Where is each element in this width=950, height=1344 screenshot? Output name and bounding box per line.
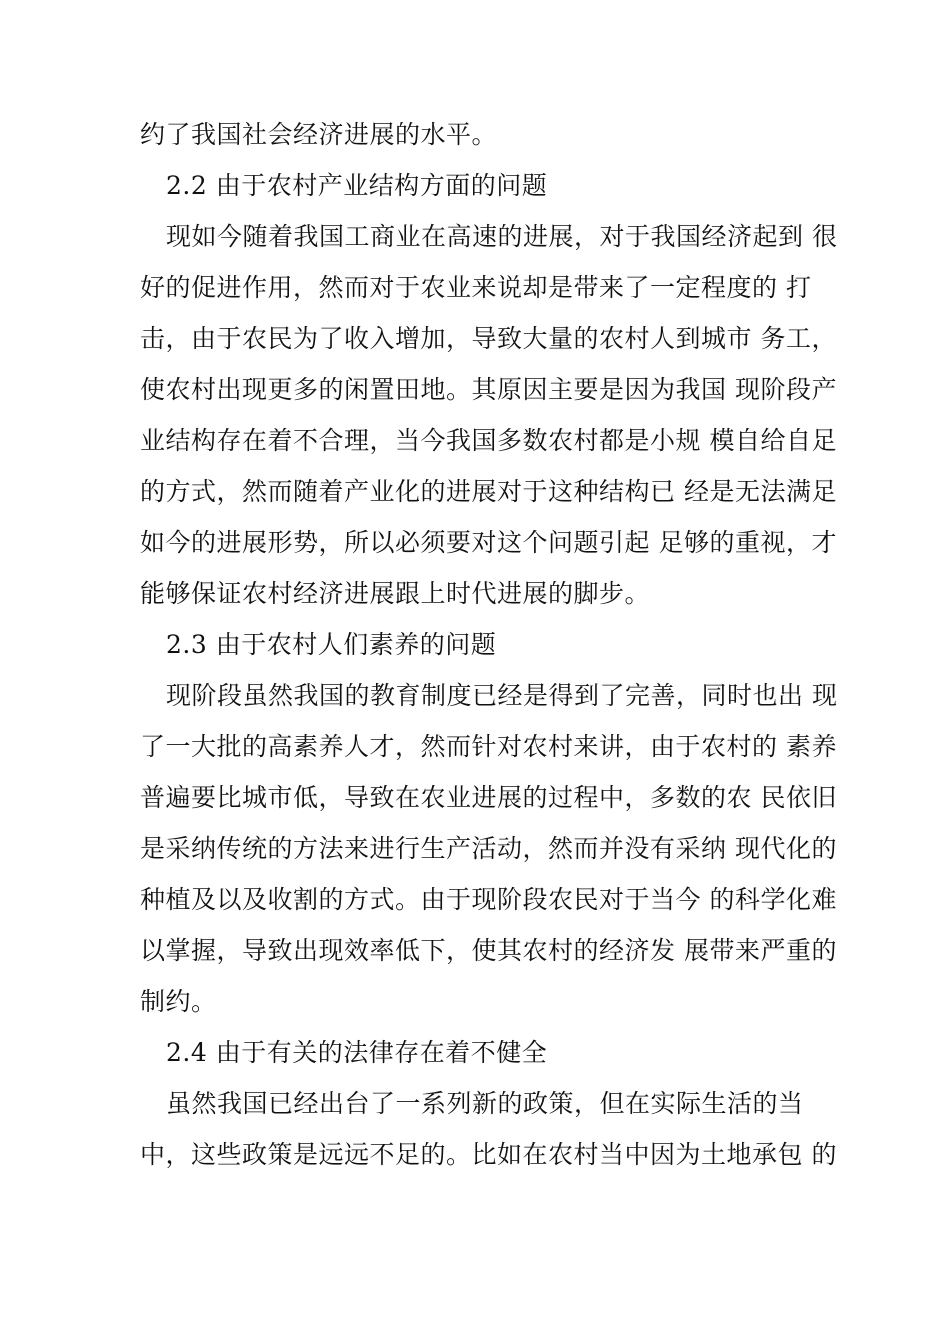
section-heading-2-2: 2.2 由于农村产业结构方面的问题 [166,171,548,200]
paragraph-line: 制约。 [140,987,217,1016]
paragraph-line: 是采纳传统的方法来进行生产活动，然而并没有采纳 现代化的 [140,834,837,863]
paragraph-line: 的方式，然而随着产业化的进展对于这种结构已 经是无法满足 [140,477,837,506]
paragraph-line: 业结构存在着不合理，当今我国多数农村都是小规 模自给自足 [140,426,837,455]
paragraph-line: 如今的进展形势，所以必须要对这个问题引起 足够的重视，才 [140,528,837,557]
paragraph-line: 了一大批的高素养人才，然而针对农村来讲，由于农村的 素养 [140,732,837,761]
paragraph-line: 使农村出现更多的闲置田地。其原因主要是因为我国 现阶段产 [140,375,837,404]
paragraph-line: 普遍要比城市低，导致在农业进展的过程中，多数的农 民依旧 [140,783,837,812]
paragraph-line: 好的促进作用，然而对于农业来说却是带来了一定程度的 打 [140,273,812,302]
paragraph-line: 击，由于农民为了收入增加，导致大量的农村人到城市 务工， [140,324,837,353]
section-heading-2-4: 2.4 由于有关的法律存在着不健全 [166,1038,548,1067]
paragraph-line: 种植及以及收割的方式。由于现阶段农民对于当今 的科学化难 [140,885,837,914]
paragraph-line: 能够保证农村经济进展跟上时代进展的脚步。 [140,579,651,608]
paragraph-line: 现阶段虽然我国的教育制度已经是得到了完善，同时也出 现 [166,681,838,710]
paragraph-line: 以掌握，导致出现效率低下，使其农村的经济发 展带来严重的 [140,936,837,965]
paragraph-line: 现如今随着我国工商业在高速的进展，对于我国经济起到 很 [166,222,838,251]
paragraph-line: 虽然我国已经出台了一系列新的政策，但在实际生活的当 [166,1089,804,1118]
paragraph-line: 中，这些政策是远远不足的。比如在农村当中因为土地承包 的 [140,1140,837,1169]
section-heading-2-3: 2.3 由于农村人们素养的问题 [166,630,497,659]
text-line: 约了我国社会经济进展的水平。 [140,120,498,149]
